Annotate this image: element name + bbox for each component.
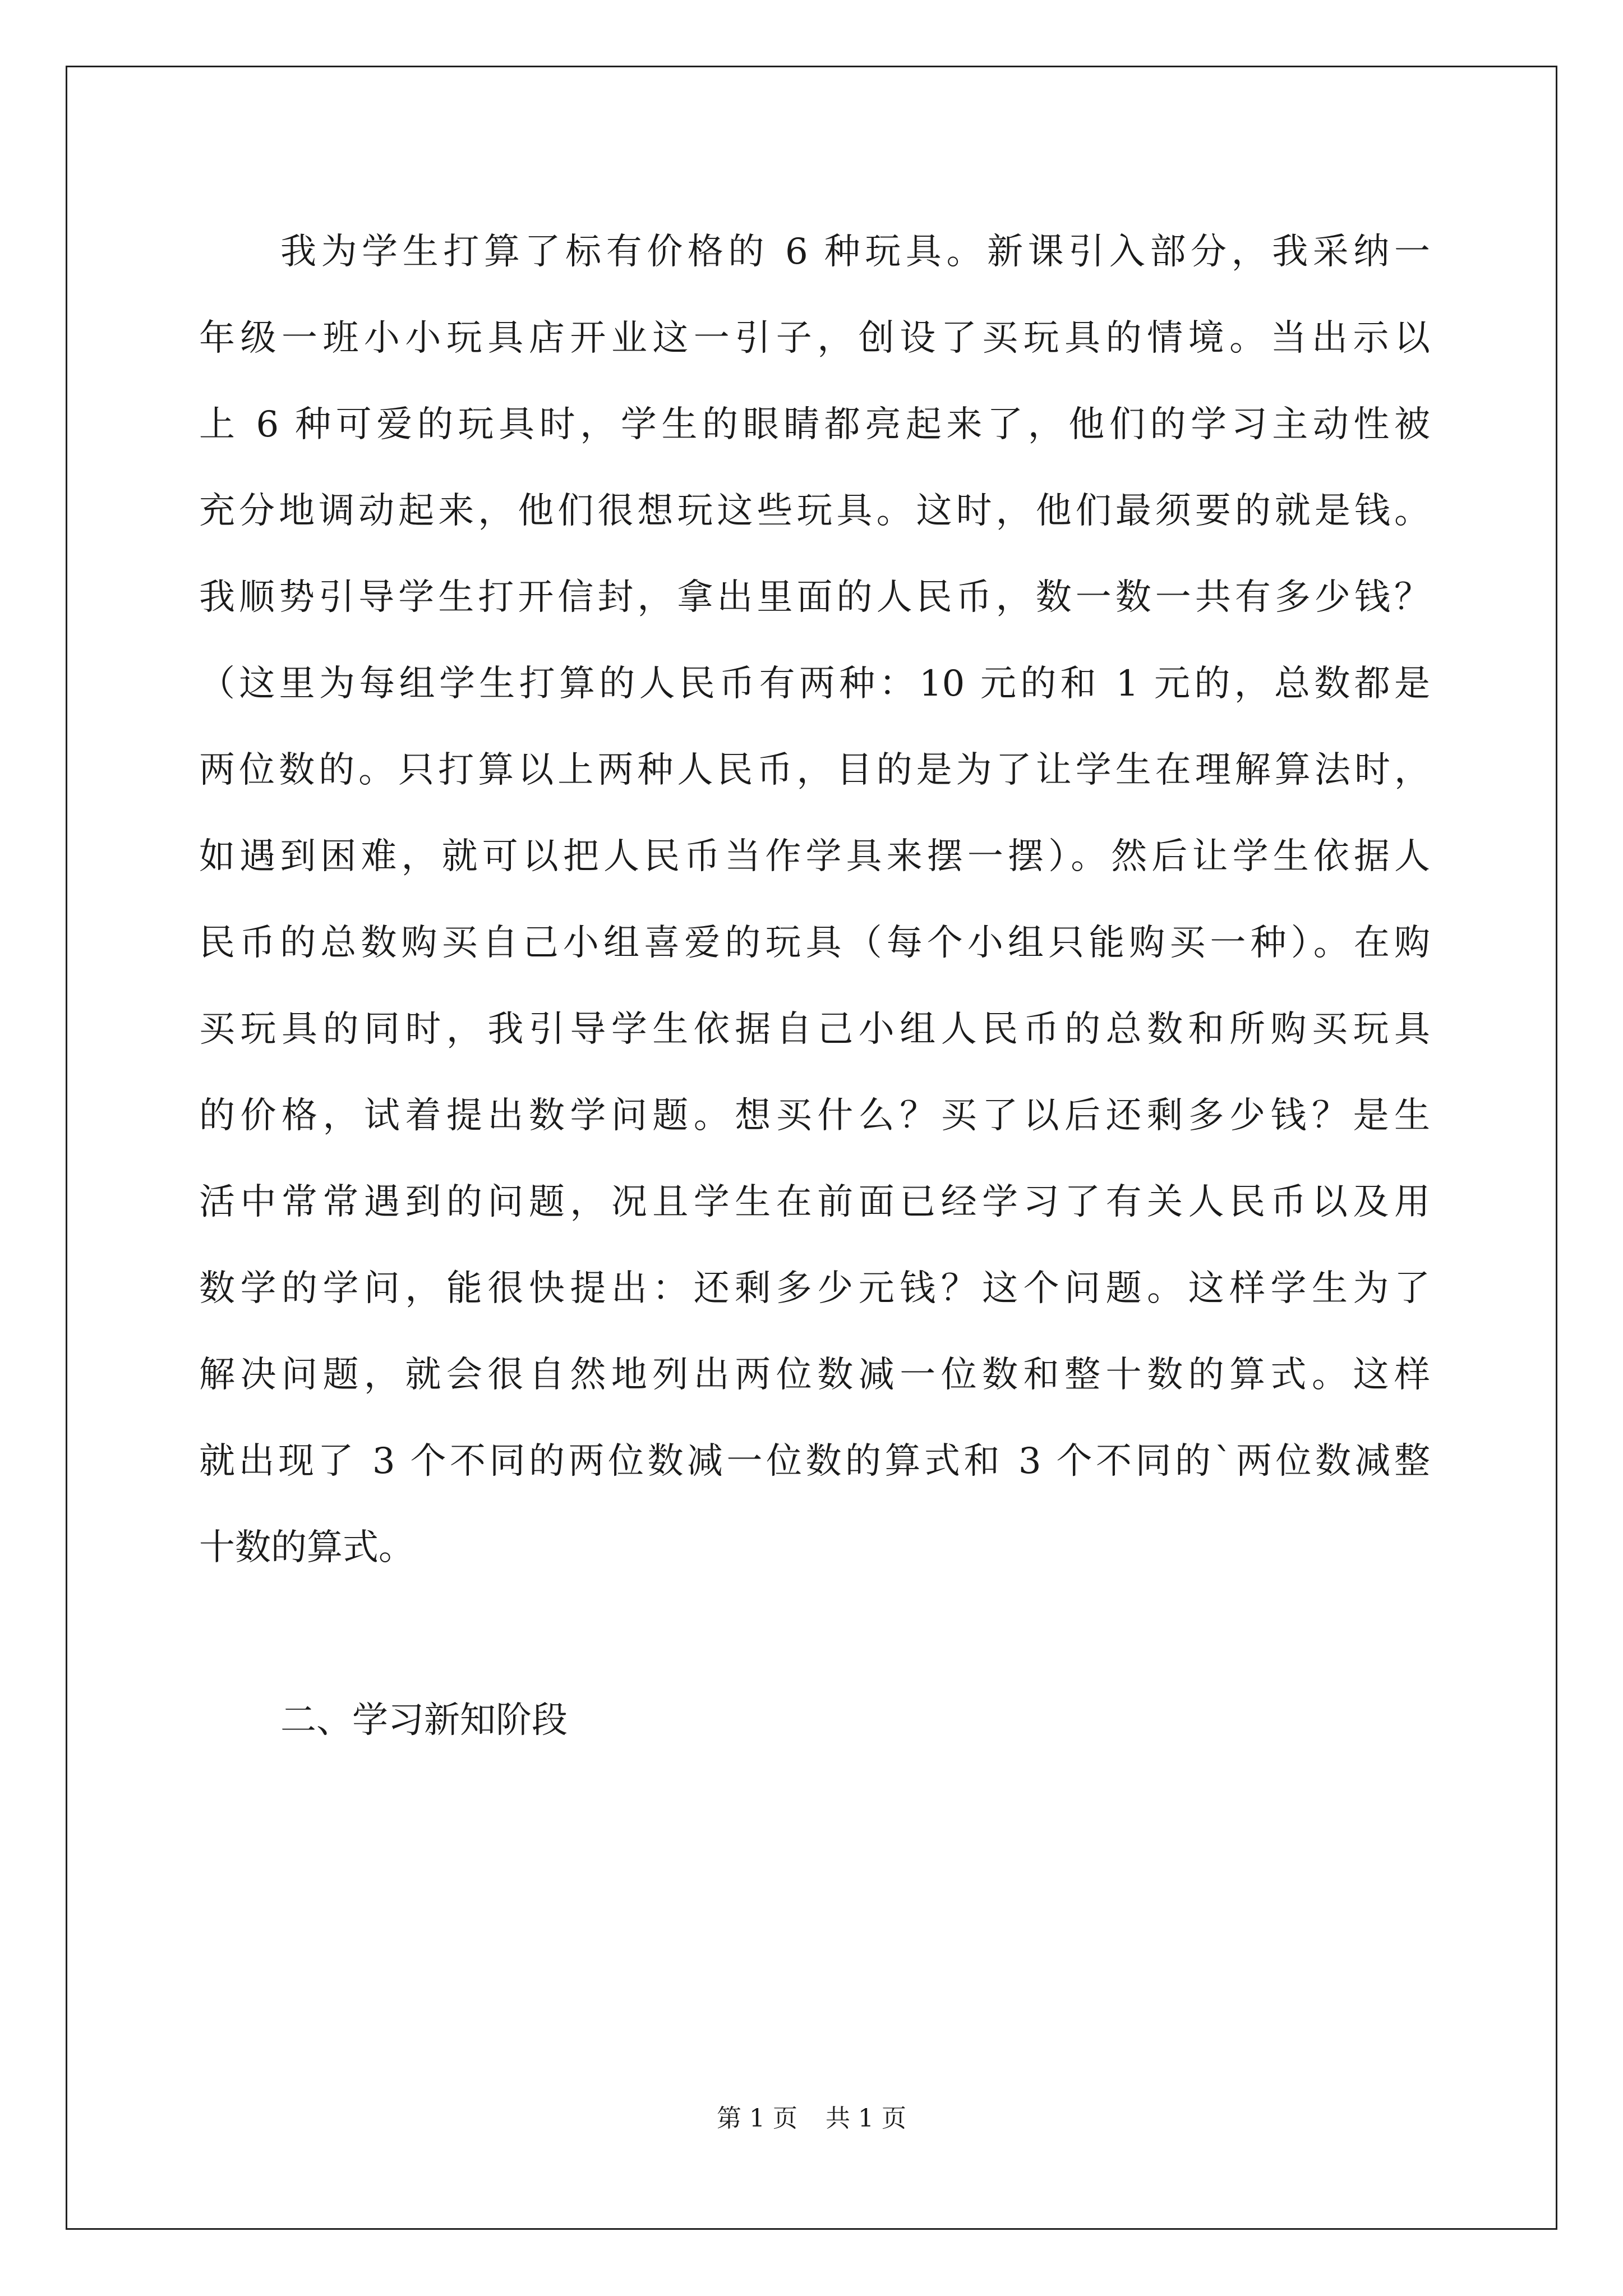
paragraph-line-last: 十数的算式。 bbox=[199, 1527, 414, 1568]
paragraph-line: 上 6 种可爱的玩具时，学生的眼睛都亮起来了，他们的学习主动性被 bbox=[199, 404, 1430, 445]
paragraph-line: 就出现了 3 个不同的两位数减一位数的算式和 3 个不同的`两位数减整 bbox=[199, 1441, 1430, 1482]
page-number-current: 第 1 页 bbox=[717, 2104, 797, 2133]
paragraph-line: 活中常常遇到的问题，况且学生在前面已经学习了有关人民币以及用 bbox=[199, 1181, 1430, 1223]
paragraph-line: 我顺势引导学生打开信封，拿出里面的人民币，数一数一共有多少钱？ bbox=[199, 577, 1430, 618]
paragraph-line: 民币的总数购买自己小组喜爱的玩具（每个小组只能购买一种）。在购 bbox=[199, 922, 1430, 964]
page-number-total: 共 1 页 bbox=[826, 2104, 906, 2133]
paragraph-line: 我为学生打算了标有价格的 6 种玩具。新课引入部分，我采纳一 bbox=[280, 231, 1430, 273]
paragraph-line: 的价格，试着提出数学问题。想买什么？买了以后还剩多少钱？是生 bbox=[199, 1095, 1430, 1137]
paragraph-line: 数学的学问，能很快提出：还剩多少元钱？这个问题。这样学生为了 bbox=[199, 1268, 1430, 1309]
paragraph-line: 两位数的。只打算以上两种人民币，目的是为了让学生在理解算法时， bbox=[199, 749, 1430, 791]
section-heading: 二、学习新知阶段 bbox=[280, 1700, 568, 1741]
paragraph-line: 如遇到困难，就可以把人民币当作学具来摆一摆）。然后让学生依据人 bbox=[199, 836, 1430, 877]
document-body bbox=[199, 209, 1430, 1764]
page-footer bbox=[0, 2102, 1623, 2136]
paragraph-line: 充分地调动起来，他们很想玩这些玩具。这时，他们最须要的就是钱。 bbox=[199, 490, 1430, 532]
paragraph-line: 买玩具的同时，我引导学生依据自己小组人民币的总数和所购买玩具 bbox=[199, 1009, 1430, 1050]
paragraph-line: 年级一班小小玩具店开业这一引子，创设了买玩具的情境。当出示以 bbox=[199, 318, 1430, 359]
paragraph-line: 解决问题，就会很自然地列出两位数减一位数和整十数的算式。这样 bbox=[199, 1354, 1430, 1396]
paragraph-line: （这里为每组学生打算的人民币有两种：10 元的和 1 元的，总数都是 bbox=[199, 663, 1430, 705]
